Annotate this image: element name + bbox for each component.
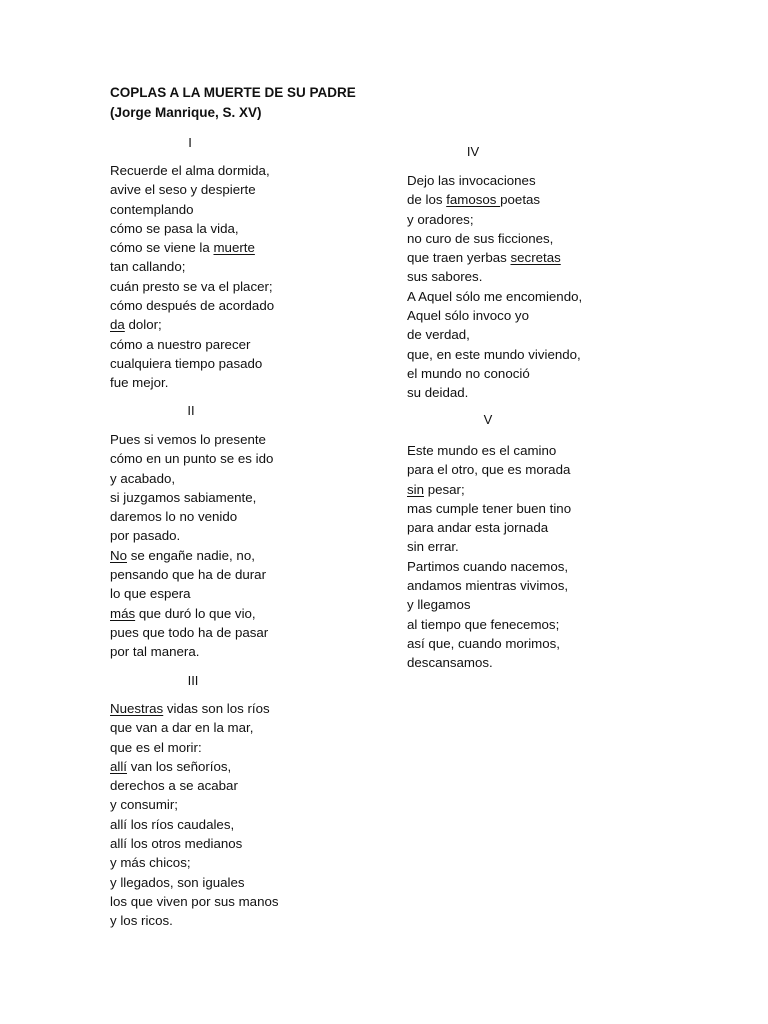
verse-line xyxy=(110,738,279,757)
verse-line xyxy=(110,815,279,834)
verse-text: el mundo no conoció xyxy=(407,365,530,381)
verse-text: tan callando; xyxy=(110,259,186,275)
verse-text: pesar; xyxy=(424,481,465,497)
verse-text: por tal manera. xyxy=(110,644,200,660)
verse-text: que duró lo que vio, xyxy=(135,605,256,621)
verse-line xyxy=(110,315,274,334)
verse-line xyxy=(407,383,582,402)
verse-text: cómo en un punto se es ido xyxy=(110,451,274,467)
verse-line xyxy=(110,642,273,661)
verse-text: derechos a se acabar xyxy=(110,778,238,794)
verse-text: poetas xyxy=(500,192,541,208)
verse-line xyxy=(110,526,273,545)
stanza xyxy=(110,161,274,393)
underlined-word: sin xyxy=(407,481,424,497)
verse-line xyxy=(110,238,274,257)
verse-line xyxy=(110,430,273,449)
underlined-word: allí xyxy=(110,758,127,774)
verse-text: cualquiera tiempo pasado xyxy=(110,355,263,371)
verse-text: contemplando xyxy=(110,201,194,217)
verse-line xyxy=(110,892,279,911)
verse-text: cómo a nuestro parecer xyxy=(110,336,251,352)
verse-line xyxy=(110,277,274,296)
stanza xyxy=(110,430,273,662)
underlined-word: secretas xyxy=(510,250,561,266)
verse-text: Recuerde el alma dormida, xyxy=(110,163,270,178)
verse-text: allí los ríos caudales, xyxy=(110,816,235,832)
verse-line xyxy=(407,576,571,595)
verse-line xyxy=(110,795,279,814)
verse-line xyxy=(110,200,274,219)
verse-line xyxy=(110,565,273,584)
verse-text: de verdad, xyxy=(407,327,470,343)
verse-text: cuán presto se va el placer; xyxy=(110,278,273,294)
verse-text: Este mundo es el camino xyxy=(407,443,557,458)
verse-text: no curo de sus ficciones, xyxy=(407,230,554,246)
verse-line xyxy=(110,776,279,795)
verse-text: y los ricos. xyxy=(110,913,173,929)
verse-line xyxy=(110,488,273,507)
verse-text: descansamos. xyxy=(407,655,493,671)
verse-line xyxy=(110,699,279,718)
verse-text: que traen yerbas xyxy=(407,250,511,266)
verse-line xyxy=(110,604,273,623)
underlined-word: más xyxy=(110,605,136,621)
verse-line xyxy=(110,853,279,872)
verse-line xyxy=(110,834,279,853)
verse-line xyxy=(110,373,274,392)
verse-line xyxy=(407,210,582,229)
verse-text: que, en este mundo viviendo, xyxy=(407,346,581,362)
verse-text: lo que espera xyxy=(110,586,191,602)
verse-text: sin errar. xyxy=(407,539,459,555)
verse-text: al tiempo que fenecemos; xyxy=(407,616,560,632)
verse-text: de los xyxy=(407,192,447,208)
verse-line xyxy=(407,364,582,383)
verse-line xyxy=(407,306,582,325)
verse-line xyxy=(407,190,582,209)
verse-line xyxy=(110,584,273,603)
verse-line xyxy=(407,499,571,518)
verse-line xyxy=(110,180,274,199)
verse-line xyxy=(407,557,571,576)
verse-line xyxy=(110,219,274,238)
verse-line xyxy=(407,595,571,614)
verse-text: Aquel sólo invoco yo xyxy=(407,308,529,324)
verse-line xyxy=(110,911,279,930)
verse-line xyxy=(110,873,279,892)
verse-text: Pues si vemos lo presente xyxy=(110,432,266,447)
stanza-heading: V xyxy=(483,412,493,427)
verse-line xyxy=(110,354,274,373)
verse-text: cómo después de acordado xyxy=(110,298,275,314)
verse-line xyxy=(407,460,571,479)
verse-line xyxy=(110,469,273,488)
verse-text: y llegados, son iguales xyxy=(110,874,245,890)
verse-line xyxy=(110,546,273,565)
verse-line xyxy=(110,757,279,776)
verse-text: andamos mientras vivimos, xyxy=(407,578,569,594)
verse-text: si juzgamos sabiamente, xyxy=(110,489,257,505)
verse-line xyxy=(407,267,582,286)
verse-text: allí los otros medianos xyxy=(110,836,243,852)
verse-line xyxy=(110,718,279,737)
verse-text: que es el morir: xyxy=(110,739,202,755)
verse-text: daremos lo no venido xyxy=(110,509,238,525)
verse-line xyxy=(407,518,571,537)
underlined-word: muerte xyxy=(213,240,255,256)
verse-text: los que viven por sus manos xyxy=(110,893,279,909)
verse-text: por pasado. xyxy=(110,528,181,544)
verse-text: su deidad. xyxy=(407,385,469,401)
poem-title: COPLAS A LA MUERTE DE SU PADRE xyxy=(110,85,356,100)
verse-text: y oradores; xyxy=(407,211,474,227)
verse-text: y consumir; xyxy=(110,797,178,813)
stanza xyxy=(110,699,279,931)
verse-line xyxy=(407,248,582,267)
verse-text: cómo se viene la xyxy=(110,240,214,256)
underlined-word: famosos xyxy=(446,192,501,208)
verse-line xyxy=(407,615,571,634)
verse-line xyxy=(407,634,571,653)
verse-text: dolor; xyxy=(124,317,162,333)
verse-text: y acabado, xyxy=(110,470,176,486)
verse-line xyxy=(110,161,274,180)
stanza xyxy=(407,171,582,403)
verse-line xyxy=(407,441,571,460)
stanza-heading: IV xyxy=(466,144,480,159)
verse-text: y más chicos; xyxy=(110,855,191,871)
verse-line xyxy=(407,325,582,344)
verse-line xyxy=(407,171,582,190)
verse-line xyxy=(110,296,274,315)
stanza xyxy=(407,441,571,673)
verse-text: mas cumple tener buen tino xyxy=(407,500,572,516)
verse-text: se engañe nadie, no, xyxy=(127,547,255,563)
verse-line xyxy=(407,653,571,672)
verse-text: Dejo las invocaciones xyxy=(407,173,536,188)
verse-text: pensando que ha de durar xyxy=(110,567,266,583)
underlined-word: No xyxy=(110,547,127,563)
verse-line xyxy=(110,623,273,642)
underlined-word: Nuestras xyxy=(110,701,164,716)
verse-text: cómo se pasa la vida, xyxy=(110,220,239,236)
poem-subtitle: (Jorge Manrique, S. XV) xyxy=(110,105,262,120)
verse-line xyxy=(407,345,582,364)
verse-line xyxy=(110,507,273,526)
verse-line xyxy=(110,257,274,276)
verse-text: Partimos cuando nacemos, xyxy=(407,558,569,574)
verse-text: pues que todo ha de pasar xyxy=(110,624,269,640)
underlined-word: da xyxy=(110,317,125,333)
verse-text: avive el seso y despierte xyxy=(110,182,256,198)
verse-text: sus sabores. xyxy=(407,269,483,285)
verse-text: para el otro, que es morada xyxy=(407,462,571,478)
verse-text: A Aquel sólo me encomiendo, xyxy=(407,288,583,304)
verse-line xyxy=(110,449,273,468)
verse-line xyxy=(110,335,274,354)
verse-line xyxy=(407,480,571,499)
stanza-heading: II xyxy=(187,403,195,418)
stanza-heading: I xyxy=(188,135,192,150)
verse-text: vidas son los ríos xyxy=(163,701,270,716)
verse-text: que van a dar en la mar, xyxy=(110,720,254,736)
stanza-heading: III xyxy=(187,673,199,688)
verse-text: fue mejor. xyxy=(110,375,169,391)
verse-text: así que, cuando morimos, xyxy=(407,635,560,651)
verse-line xyxy=(407,229,582,248)
verse-line xyxy=(407,287,582,306)
verse-text: van los señoríos, xyxy=(127,758,232,774)
verse-text: y llegamos xyxy=(407,597,471,613)
verse-text: para andar esta jornada xyxy=(407,520,549,536)
verse-line xyxy=(407,537,571,556)
